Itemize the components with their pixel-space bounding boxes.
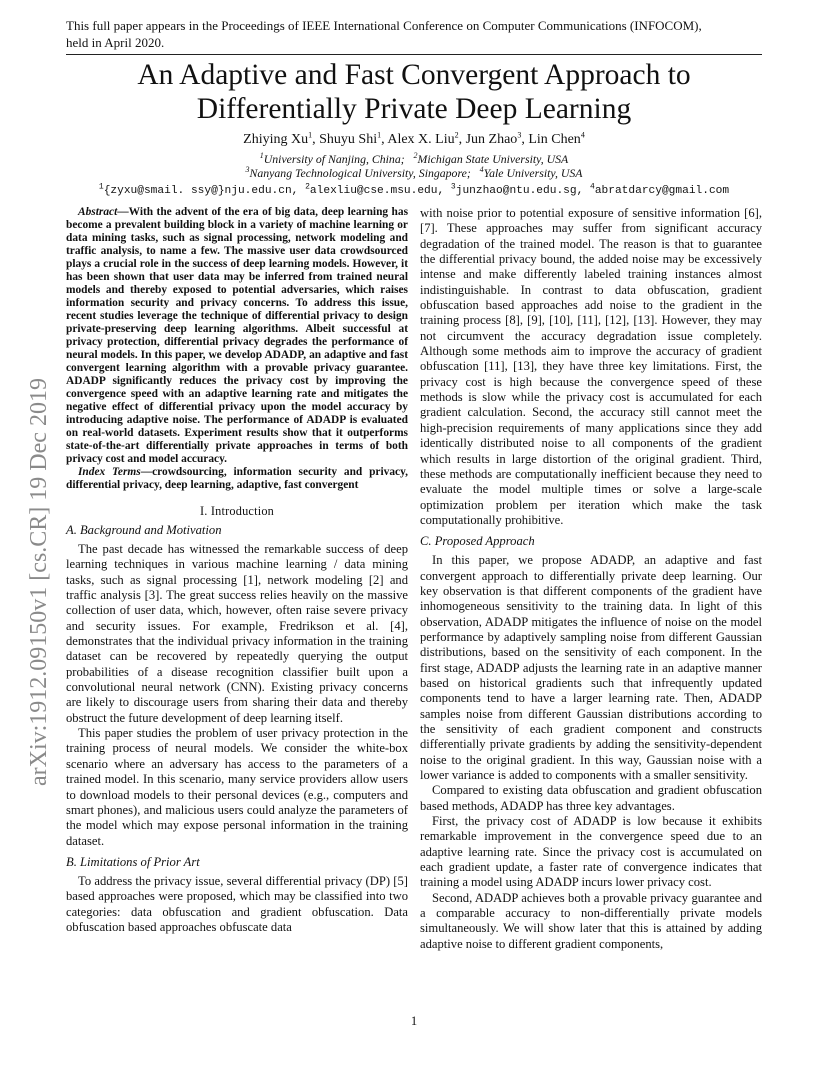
paragraph: with noise prior to potential exposure of sensitive information [6], [7]. These approaches may suffer from significant accuracy degradation of the trained model. The reason is that to guarantee the differential privacy bound, the added noise may be excessively intense and make differently labeled training instances almost indistinguishable. In contrast to data obfuscation, gradient obfuscation based approaches add noise to the gradient in the training process [8], [9], [10], [11], [12], [13]. However, they may not circumvent the accuracy degradation issue completely. Although some methods aim to improve the accuracy of gradient obfuscation [11], [13], they have three key limitations. First, the privacy cost is high because the convergence speed of these methods is slow while the privacy cost is accumulated for each gradient calculation. Second, the accuracy still cannot meet the high-precision requirements of many applications since they add identically distributed noise to all components of the gradient which results in large distortion of the original gradient. Third, these methods are computationally inefficient because they need to evaluate the model multiple times or solve a large-scale optimization problem per iteration which make the task computationally prohibitive. xyxy=(420,206,762,527)
author-mark: 1 xyxy=(377,130,382,140)
notice-line-2: held in April 2020. xyxy=(66,35,165,50)
abstract xyxy=(66,206,408,466)
left-column xyxy=(66,206,408,935)
section-heading-introduction: I. Introduction xyxy=(199,504,275,518)
email-mark: 2 xyxy=(305,182,310,192)
author-name: Zhiying Xu xyxy=(243,132,309,147)
paragraph: Compared to existing data obfuscation and gradient obfuscation based methods, ADADP has three key advantages. xyxy=(420,783,762,813)
abstract-lead: Abstract xyxy=(78,206,118,218)
email: alexliu@cse.msu.edu, xyxy=(309,185,445,197)
index-terms-text: —crowdsourcing, information security and privacy, differential privacy, deep learning, adaptive, fast convergent xyxy=(66,466,408,491)
author-mark: 4 xyxy=(580,130,585,140)
affiliation-mark: 3 xyxy=(245,165,250,175)
email-mark: 4 xyxy=(590,182,595,192)
author-name: Lin Chen xyxy=(528,132,581,147)
paragraph: To address the privacy issue, several differential privacy (DP) [5] based approaches were proposed, which may be classified into two categories: data obfuscation and gradient obfuscation. Data obfuscation based approaches obfuscate data xyxy=(66,873,408,934)
email-mark: 1 xyxy=(98,182,104,192)
paragraph: Second, ADADP achieves both a provable privacy guarantee and a comparable accuracy to non-differentially private models simultaneously. We will show later that this is attained by adding adaptive noise to different gradient components, xyxy=(420,890,762,951)
affiliation-mark: 2 xyxy=(413,151,418,161)
author-mark: 2 xyxy=(454,130,459,140)
header-rule xyxy=(66,54,762,55)
subsection-heading-limitations: B. Limitations of Prior Art xyxy=(66,854,200,869)
proceedings-notice xyxy=(66,17,766,51)
author-name: Shuyu Shi xyxy=(319,132,378,147)
author-name: Jun Zhao xyxy=(465,132,518,147)
notice-line-1: This full paper appears in the Proceedings of IEEE International Conference on Computer Communications (INFOCOM), xyxy=(66,18,702,33)
author-emails xyxy=(60,184,768,198)
abstract-text: —With the advent of the era of big data, deep learning has become a prevalent building block in a variety of machine learning or data mining tasks, such as signal processing, network modeling and traffic analysis, to name a few. The massive user data crowdsourced plays a crucial role in the success of deep learning models. However, it has been shown that user data may be inferred from trained neural models and thereby exposed to potential adversaries, which raises information security and privacy concerns. To address this issue, recent studies leverage the technique of differential privacy to design private-preserving deep learning algorithms. Albeit successful at privacy protection, differential privacy degrades the performance of neural models. In this paper, we develop ADADP, an adaptive and fast convergent learning algorithm with a provable privacy guarantee. ADADP significantly reduces the privacy cost by improving the convergence speed with an adaptive learning rate and mitigates the negative effect of differential privacy upon the model accuracy by introducing adaptive noise. The performance of ADADP is evaluated on real-world datasets. Experiment results show that it outperforms state-of-the-art differentially private approaches in terms of both privacy cost and model accuracy. xyxy=(66,206,408,465)
author-list: Zhiying Xu$^1$, Shuyu Shi$^1$, Alex X. Liu$^2$, Jun Zhao$^3$, Lin Chen$^4$ xyxy=(243,130,585,147)
email-mark: 3 xyxy=(450,182,456,192)
affiliation: Michigan State University, USA xyxy=(417,152,569,166)
right-column xyxy=(420,206,762,952)
affiliation: Yale University, USA xyxy=(483,166,583,180)
paper-title xyxy=(66,58,762,126)
email: abratdarcy@gmail.com xyxy=(594,185,730,197)
affiliation: Nanyang Technological University, Singapore; xyxy=(249,166,471,180)
author-mark: 1 xyxy=(308,130,313,140)
affiliation-line-2 xyxy=(66,166,762,180)
author-mark: 3 xyxy=(517,130,522,140)
paragraph: The past decade has witnessed the remarkable success of deep learning techniques in various machine learning / data mining tasks, such as signal processing [1], network modeling [2] and traffic analysis [3]. The great success relies heavily on the massive collection of user data, which, however, often raise severe privacy and security issues. For example, Fredrikson et al. [4], demonstrates that the individual privacy information in the training dataset can be recovered by repeatedly querying the output probabilities of a disease recognition classifier built upon a convolutional neural network (CNN). Existing privacy concerns are likely to discourage users from sharing their data and thereby obstruct the future development of deep learning itself. xyxy=(66,542,408,725)
arxiv-sidebar-stamp: arXiv:1912.09150v1 [cs.CR] 19 Dec 2019 xyxy=(26,378,52,786)
author-name: Alex X. Liu xyxy=(387,132,455,147)
paragraph: In this paper, we propose ADADP, an adaptive and fast convergent approach to differentially private deep learning. Our key observation is that different components of the gradient have inhomogeneous sensitivity to the training data. In light of this observation, ADADP mitigates the influence of noise on the model performance by adaptively sampling noise from different Gaussian distributions, based on the sensitivity of each component. In the first stage, ADADP adjusts the learning rate in an adaptive manner based on historical gradients such that infrequently updated components tend to have a larger learning rate. Then, ADADP samples noise from different Gaussian distributions according to the sensitivity of each gradient component and constructs differentially private gradients by adding the sensitivity-dependent noise to the original gradient. In this way, Gaussian noise with a lower variance is added to components with a smaller sensitivity. xyxy=(420,553,762,783)
email: {zyxu@smail. ssy@}nju.edu.cn, xyxy=(103,185,299,197)
email: junzhao@ntu.edu.sg, xyxy=(455,185,584,197)
affiliation-line-1 xyxy=(66,152,762,166)
title-line-2: Differentially Private Deep Learning xyxy=(196,93,632,125)
affiliation: University of Nanjing, China; xyxy=(263,152,405,166)
paragraph: First, the privacy cost of ADADP is low because it exhibits remarkable improvement in the convergence speed due to an adaptive learning rate. Since the privacy cost is accumulated on each gradient update, a faster rate of convergence indicates that training a model using ADADP incurs lower privacy cost. xyxy=(420,814,762,890)
affiliation-mark: 4 xyxy=(479,165,484,175)
index-terms xyxy=(66,466,408,492)
index-terms-lead: Index Terms xyxy=(78,466,141,478)
paragraph: This paper studies the problem of user privacy protection in the training process of neural models. We consider the white-box scenario where an adversary has access to the parameters of a trained model. In this scenario, many service providers allow users to download models to their personal devices (e.g., computers and smart phones), and malicious users could analyze the parameters of the model which may expose personal information in the training dataset. xyxy=(66,726,408,848)
title-line-1: An Adaptive and Fast Convergent Approach to xyxy=(137,59,691,91)
page-number: 1 xyxy=(410,1014,418,1028)
affiliation-mark: 1 xyxy=(259,151,264,161)
subsection-heading-proposed-approach: C. Proposed Approach xyxy=(420,534,535,549)
subsection-heading-background: A. Background and Motivation xyxy=(66,523,222,537)
